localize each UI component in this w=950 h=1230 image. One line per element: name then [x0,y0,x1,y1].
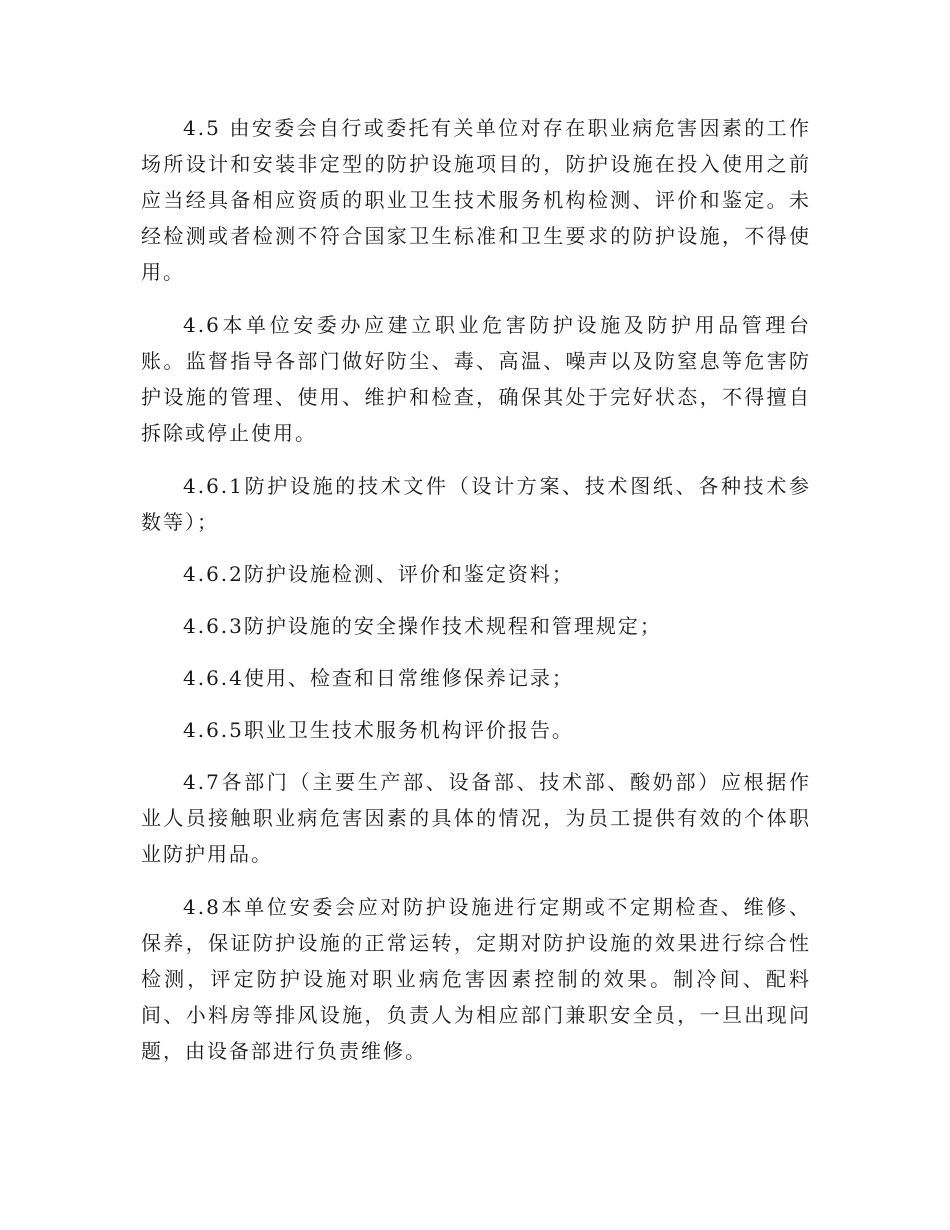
document-body [141,110,811,1069]
paragraph-4-6-3: 4.6.3防护设施的安全操作技术规程和管理规定； [183,614,662,638]
paragraph-4-6-5: 4.6.5职业卫生技术服务机构评价报告。 [183,718,574,742]
paragraph-4-7: 4.7各部门（主要生产部、设备部、技术部、酸奶部）应根据作业人员接触职业病危害因素的具体的情况，为员工提供有效的个体职业防护用品。 [141,770,811,866]
paragraph-4-6-4: 4.6.4使用、检查和日常维修保养记录； [183,666,574,690]
paragraph-4-6-2: 4.6.2防护设施检测、评价和鉴定资料； [183,562,574,586]
paragraph-4-6-1: 4.6.1防护设施的技术文件（设计方案、技术图纸、各种技术参数等）； [141,474,811,534]
paragraph-4-6: 4.6本单位安委办应建立职业危害防护设施及防护用品管理台账。监督指导各部门做好防尘、毒、高温、噪声以及防窒息等危害防护设施的管理、使用、维护和检查，确保其处于完好状态，不得擅自拆除或停止使用。 [141,313,811,445]
paragraph-4-8: 4.8本单位安委会应对防护设施进行定期或不定期检查、维修、保养，保证防护设施的正常运转，定期对防护设施的效果进行综合性检测，评定防护设施对职业病危害因素控制的效果。制冷间、配料间、小料房等排风设施，负责人为相应部门兼职安全员，一旦出现问题，由设备部进行负责维修。 [141,895,811,1063]
paragraph-4-5: 4.5 由安委会自行或委托有关单位对存在职业病危害因素的工作场所设计和安装非定型的防护设施项目的，防护设施在投入使用之前应当经具备相应资质的职业卫生技术服务机构检测、评价和鉴定。未经检测或者检测不符合国家卫生标准和卫生要求的防护设施，不得使用。 [141,116,811,284]
